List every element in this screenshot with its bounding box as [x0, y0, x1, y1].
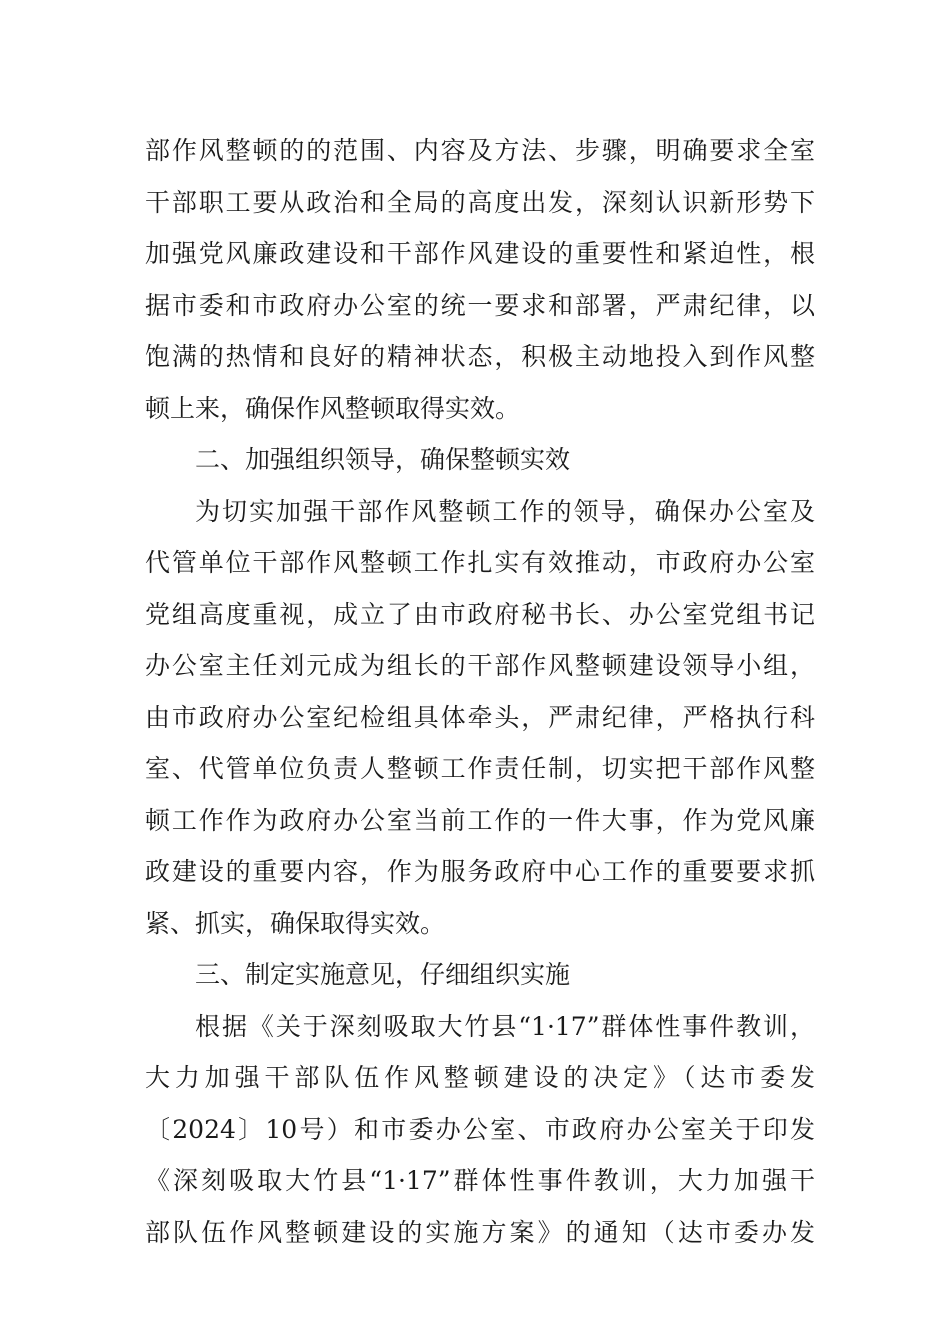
text-line: 顿工作作为政府办公室当前工作的一件大事，作为党风廉: [145, 805, 815, 835]
text-line: 为切实加强干部作风整顿工作的领导，确保办公室及: [195, 496, 815, 526]
section-heading: 二、加强组织领导，确保整顿实效: [195, 445, 571, 474]
text-line: 根据《关于深刻吸取大竹县“1·17”群体性事件教训，: [195, 1011, 815, 1041]
text-line: 政建设的重要内容，作为服务政府中心工作的重要要求抓: [145, 857, 815, 886]
text-line: 部队伍作风整顿建设的实施方案》的通知（达市委办发: [145, 1217, 815, 1247]
text-line: 由市政府办公室纪检组具体牵头，严肃纪律，严格执行科: [145, 702, 815, 732]
text-line: 加强党风廉政建设和干部作风建设的重要性和紧迫性，根: [145, 239, 815, 268]
text-line: 饱满的热情和良好的精神状态，积极主动地投入到作风整: [145, 342, 815, 371]
text-line: 据市委和市政府办公室的统一要求和部署，严肃纪律，以: [145, 290, 815, 320]
body-text: [145, 125, 815, 1258]
text-line: 部作风整顿的的范围、内容及方法、步骤，明确要求全室: [145, 136, 815, 165]
text-line: 顿上来，确保作风整顿取得实效。: [145, 393, 521, 423]
text-line: 党组高度重视，成立了由市政府秘书长、办公室党组书记: [145, 599, 815, 629]
text-line: 〔2024〕10号）和市委办公室、市政府办公室关于印发: [145, 1114, 815, 1144]
text-line: 紧、抓实，确保取得实效。: [145, 908, 446, 938]
text-line: 《深刻吸取大竹县“1·17”群体性事件教训，大力加强干: [145, 1166, 815, 1195]
text-line: 代管单位干部作风整顿工作扎实有效推动，市政府办公室: [145, 548, 815, 577]
text-line: 室、代管单位负责人整顿工作责任制，切实把干部作风整: [145, 754, 815, 783]
text-line: 大力加强干部队伍作风整顿建设的决定》（达市委发: [145, 1063, 815, 1092]
text-line: 办公室主任刘元成为组长的干部作风整顿建设领导小组，: [145, 651, 815, 680]
section-heading: 三、制定实施意见，仔细组织实施: [195, 960, 571, 989]
text-line: 干部职工要从政治和全局的高度出发，深刻认识新形势下: [145, 187, 815, 217]
